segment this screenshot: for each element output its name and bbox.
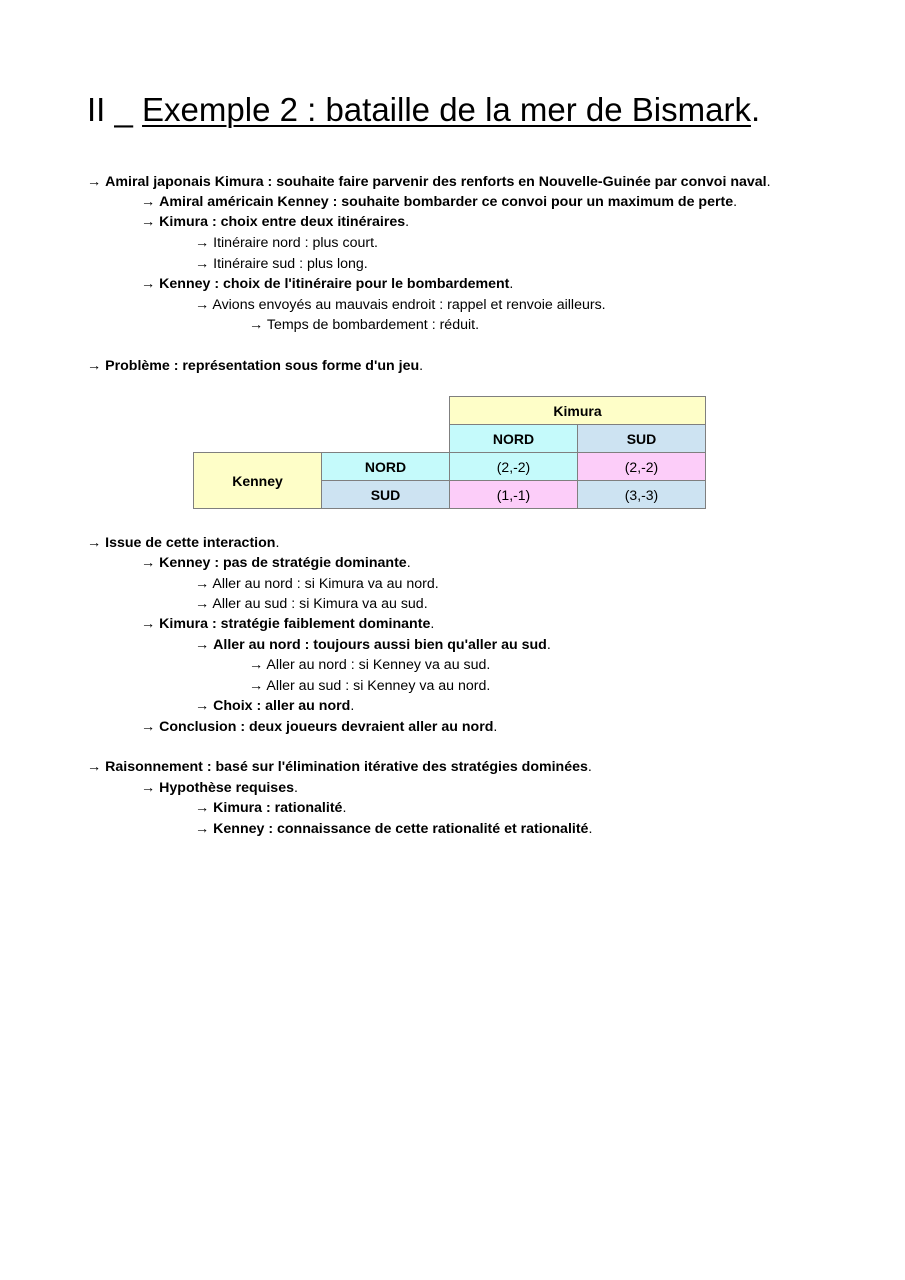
text-line: → Amiral américain Kenney : souhaite bombarder ce convoi pour un maximum de perte. [141, 194, 738, 210]
text-line: → Issue de cette interaction. [87, 535, 280, 551]
text-line: → Aller au sud : si Kimura va au sud. [195, 596, 428, 612]
payoff-cell: (2,-2) [450, 453, 578, 481]
arrow-icon: → [195, 576, 213, 592]
arrow-icon: → [195, 800, 214, 816]
arrow-icon: → [195, 637, 214, 653]
arrow-icon: → [141, 214, 160, 230]
row-strategy-sud: SUD [322, 481, 450, 509]
arrow-icon: → [141, 194, 160, 210]
arrow-icon: → [195, 256, 214, 272]
arrow-icon: → [195, 235, 214, 251]
text-line: → Aller au nord : toujours aussi bien qu'aller au sud. [195, 637, 551, 653]
payoff-cell: (2,-2) [578, 453, 706, 481]
text-line: → Kimura : rationalité. [195, 800, 347, 816]
arrow-icon: → [141, 616, 160, 632]
title-main: Exemple 2 : bataille de la mer de Bismark [142, 91, 751, 128]
text-line: → Aller au nord : si Kimura va au nord. [195, 576, 439, 592]
arrow-icon: → [195, 821, 214, 837]
text-line: → Kimura : stratégie faiblement dominante. [141, 616, 435, 632]
text-line: → Itinéraire sud : plus long. [195, 256, 368, 272]
text-line: → Itinéraire nord : plus court. [195, 235, 378, 251]
text-line: → Aller au nord : si Kenney va au sud. [249, 657, 491, 673]
text-line: → Choix : aller au nord. [195, 698, 355, 714]
row-strategy-nord: NORD [322, 453, 450, 481]
column-player-header: Kimura [450, 397, 706, 425]
text-line: → Hypothèse requises. [141, 780, 298, 796]
text-line: → Conclusion : deux joueurs devraient aller au nord. [141, 719, 498, 735]
text-line: → Raisonnement : basé sur l'élimination itérative des stratégies dominées. [87, 759, 592, 775]
arrow-icon: → [195, 297, 213, 313]
text-line: → Aller au sud : si Kenney va au nord. [249, 678, 491, 694]
row-player-header: Kenney [194, 453, 322, 509]
arrow-icon: → [141, 276, 160, 292]
text-line: → Temps de bombardement : réduit. [249, 317, 480, 333]
arrow-icon: → [195, 596, 213, 612]
text-line: → Problème : représentation sous forme d'un jeu. [87, 358, 424, 374]
text-line: → Avions envoyés au mauvais endroit : rappel et renvoie ailleurs. [195, 297, 606, 313]
title-suffix: . [750, 91, 761, 128]
arrow-icon: → [249, 678, 267, 694]
arrow-icon: → [87, 174, 106, 190]
page-title [87, 88, 760, 132]
text-line: → Kenney : pas de stratégie dominante. [141, 555, 411, 571]
title-prefix: II _ [87, 91, 143, 128]
column-strategy-nord: NORD [450, 425, 578, 453]
column-strategy-sud: SUD [578, 425, 706, 453]
payoff-cell: (3,-3) [578, 481, 706, 509]
arrow-icon: → [249, 657, 267, 673]
arrow-icon: → [87, 759, 106, 775]
arrow-icon: → [141, 780, 160, 796]
text-line: → Kenney : choix de l'itinéraire pour le bombardement. [141, 276, 514, 292]
arrow-icon: → [141, 719, 160, 735]
payoff-matrix [193, 396, 706, 509]
arrow-icon: → [249, 317, 267, 333]
text-line: → Kimura : choix entre deux itinéraires. [141, 214, 410, 230]
arrow-icon: → [87, 358, 106, 374]
arrow-icon: → [141, 555, 160, 571]
payoff-cell: (1,-1) [450, 481, 578, 509]
text-line: → Kenney : connaissance de cette rationalité et rationalité. [195, 821, 593, 837]
text-line: → Amiral japonais Kimura : souhaite faire parvenir des renforts en Nouvelle-Guinée par convoi naval. [87, 174, 771, 190]
arrow-icon: → [195, 698, 214, 714]
arrow-icon: → [87, 535, 106, 551]
